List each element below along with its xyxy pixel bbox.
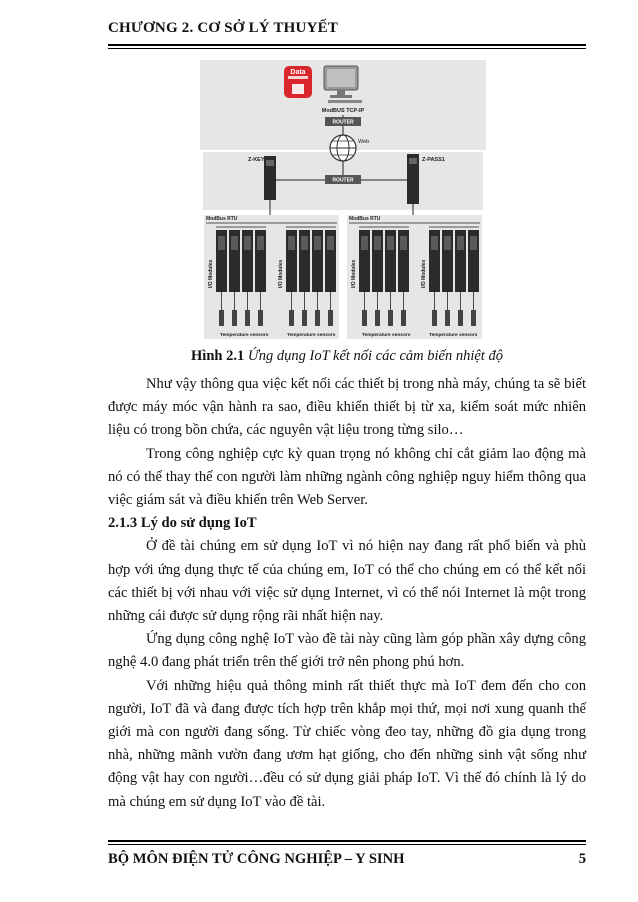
io-module-panel [314, 236, 321, 250]
section-heading: 2.1.3 Lý do sử dụng IoT [108, 515, 257, 532]
paragraph-1: Như vậy thông qua việc kết nối các thiết bị trong nhà máy, chúng ta sẽ biết được máy móc vận hành ra sao, điều khiển thiết bị từ xa, kiểm soát mức nhiên liệu có trong bồn chứa, các nguyên vật liệu trong từng silo… [108, 376, 586, 439]
temperature-sensor-icon [302, 310, 307, 326]
io-label-4: I/O Modules [421, 259, 427, 288]
temperature-sensor-icon [458, 310, 463, 326]
rtu-right-label: ModBus RTU [349, 216, 381, 222]
io-module-panel [387, 236, 394, 250]
header-rule [108, 44, 586, 46]
chapter-header: CHƯƠNG 2. CƠ SỞ LÝ THUYẾT [108, 20, 339, 36]
temperature-sensor-icon [219, 310, 224, 326]
caption-text: Ứng dụng IoT kết nối các cảm biến nhiệt độ [247, 348, 503, 364]
io-module-panel [231, 236, 238, 250]
iot-network-diagram [200, 60, 486, 340]
temperature-sensor-icon [362, 310, 367, 326]
logo-text: Data [290, 69, 306, 76]
paragraph-2: Trong công nghiệp cực kỳ quan trọng nó không chỉ cắt giảm lao động mà nó có thể thay thế con người làm những ngành công nghiệp nguy hiểm thông qua việc giám sát và điều khiển trên Web Server. [108, 445, 586, 509]
io-module-panel [361, 236, 368, 250]
page-footer [108, 851, 586, 868]
temperature-sensor-icon [258, 310, 263, 326]
io-module-panel [288, 236, 295, 250]
io-module-panel [244, 236, 251, 250]
io-label-3: I/O Modules [351, 259, 357, 288]
router-mid-label: ROUTER [332, 177, 354, 184]
temperature-sensor-icon [401, 310, 406, 326]
temp-label-4: Temperature sensors [429, 333, 478, 338]
paragraph-4: Ứng dụng công nghệ IoT vào đề tài này cũng làm góp phần xây dựng công nghệ 4.0 đang phát triển trên thế giới trở nên phong phú hơn. [108, 631, 586, 671]
zkey-label: Z-KEY [248, 157, 265, 163]
io-module-panel [444, 236, 451, 250]
temp-label-2: Temperature sensors [287, 333, 336, 338]
temperature-sensor-icon [315, 310, 320, 326]
io-module-panel [457, 236, 464, 250]
temperature-sensor-icon [445, 310, 450, 326]
io-module-panel [400, 236, 407, 250]
paragraph-3: Ở đề tài chúng em sử dụng IoT vì nó hiện nay đang rất phổ biến và phù hợp với ứng dụng thực tế của chúng em, IoT có thể cho chúng em có thể kết nối các thiết bị với nhau với việc sử dụng Internet, vì có thể nói Internet là một trong những cái được sử dụng rộng rãi nhất hiện nay. [108, 538, 586, 625]
io-module-panel [327, 236, 334, 250]
temperature-sensor-icon [375, 310, 380, 326]
temperature-sensor-icon [432, 310, 437, 326]
io-module-panel [431, 236, 438, 250]
zpass-label: Z-PASS1 [422, 157, 445, 163]
web-label: Web [358, 139, 370, 145]
io-module-panel [374, 236, 381, 250]
temp-label-1: Temperature sensors [220, 333, 269, 338]
tcp-label: ModBUS TCP-IP [321, 108, 365, 114]
globe-icon [330, 135, 356, 161]
temp-label-3: Temperature sensors [362, 333, 411, 338]
page-number: 5 [578, 851, 586, 867]
router-top-label: ROUTER [332, 119, 354, 126]
io-module-panel [257, 236, 264, 250]
footer-rule-thin [108, 844, 586, 845]
footer-rule [108, 840, 586, 842]
temperature-sensor-icon [245, 310, 250, 326]
figure-caption [108, 348, 586, 365]
io-module-panel [301, 236, 308, 250]
temperature-sensor-icon [289, 310, 294, 326]
footer-department: BỘ MÔN ĐIỆN TỬ CÔNG NGHIỆP – Y SINH [108, 851, 405, 867]
rtu-left-label: ModBus RTU [206, 216, 238, 222]
temperature-sensor-icon [232, 310, 237, 326]
body-block-1 [108, 373, 586, 814]
header-rule-thin [108, 48, 586, 49]
caption-label: Hình 2.1 [191, 348, 245, 364]
io-label-2: I/O Modules [278, 259, 284, 288]
paragraph-5: Với những hiệu quả thông minh rất thiết thực mà IoT đem đến cho con người, IoT đã và đang được tích hợp trên khắp mọi thứ, mọi nơi xung quanh thế giới mà con người đang sống. Từ chiếc vòng đeo tay, những đồ gia dụng trong nhà, những mãnh vườn đang ươm hạt giống, cho đến những sinh vật sống như động vật hay con người…đều có sử dụng giải pháp IoT. Vì thế đó chính là lý do mà chúng em sử dụng IoT vào đề tài. [108, 677, 586, 810]
io-label-1: I/O Modules [208, 259, 214, 288]
io-module-panel [218, 236, 225, 250]
temperature-sensor-icon [388, 310, 393, 326]
temperature-sensor-icon [471, 310, 476, 326]
data-logo-icon [284, 66, 312, 98]
temperature-sensor-icon [328, 310, 333, 326]
io-module-panel [470, 236, 477, 250]
